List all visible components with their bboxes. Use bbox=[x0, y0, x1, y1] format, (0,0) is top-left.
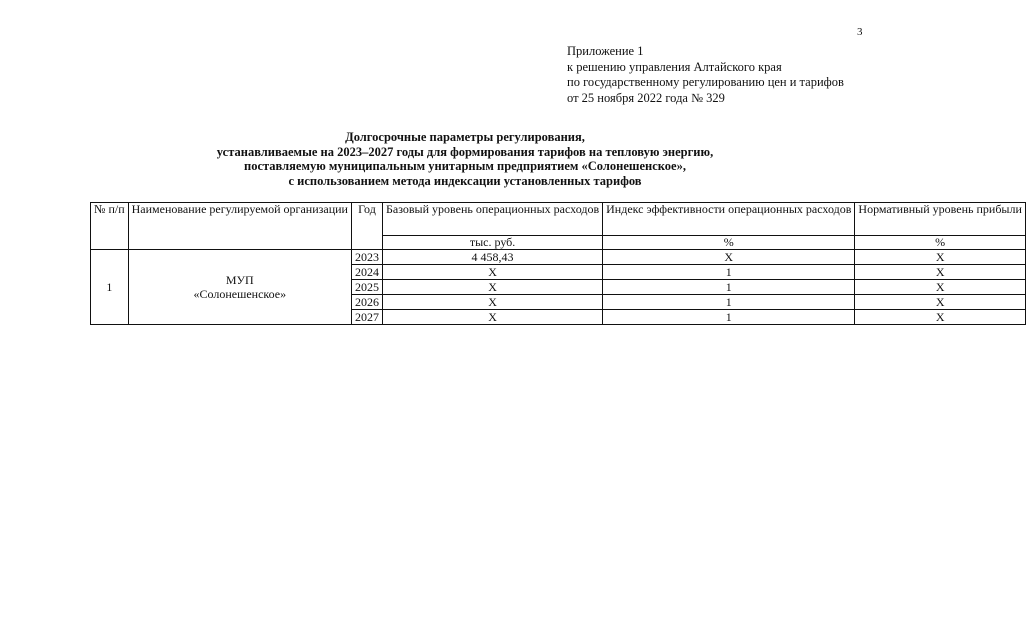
table-row bbox=[91, 250, 1026, 265]
cell-profit: Х bbox=[855, 295, 1026, 310]
cell-base: Х bbox=[382, 295, 602, 310]
page-number: 3 bbox=[857, 26, 863, 38]
cell-index: 1 bbox=[603, 280, 855, 295]
appendix-line: от 25 ноября 2022 года № 329 bbox=[567, 90, 725, 105]
title-line: поставляемую муниципальным унитарным предприятием «Солонешенское», bbox=[244, 159, 686, 173]
cell-year: 2027 bbox=[351, 310, 382, 325]
title-line: с использованием метода индексации установленных тарифов bbox=[288, 173, 642, 188]
unit-index: % bbox=[603, 236, 855, 250]
appendix-line: Приложение 1 bbox=[567, 44, 644, 58]
header-base-costs: Базовый уровень операционных расходов bbox=[382, 203, 602, 236]
cell-profit: Х bbox=[855, 250, 1026, 265]
title-line: устанавливаемые на 2023–2027 годы для формирования тарифов на тепловую энергию, bbox=[216, 144, 714, 159]
org-name-line: МУП bbox=[225, 273, 254, 287]
cell-index: 1 bbox=[603, 310, 855, 325]
cell-index: Х bbox=[603, 250, 855, 265]
cell-base: Х bbox=[382, 280, 602, 295]
title-line: Долгосрочные параметры регулирования, bbox=[345, 130, 585, 144]
org-number: 1 bbox=[91, 250, 129, 325]
cell-profit: Х bbox=[855, 310, 1026, 325]
cell-index: 1 bbox=[603, 295, 855, 310]
cell-base: 4 458,43 bbox=[382, 250, 602, 265]
appendix-block bbox=[567, 44, 844, 106]
header-profit-level: Нормативный уровень прибыли bbox=[855, 203, 1026, 236]
org-name-line: «Солонешенское» bbox=[193, 287, 287, 301]
cell-year: 2025 bbox=[351, 280, 382, 295]
parameters-table bbox=[90, 202, 1026, 325]
header-year: Год bbox=[351, 203, 382, 250]
header-no: № п/п bbox=[91, 203, 129, 250]
cell-year: 2024 bbox=[351, 265, 382, 280]
document-title bbox=[170, 130, 760, 188]
cell-year: 2026 bbox=[351, 295, 382, 310]
table-header-row bbox=[91, 203, 1026, 236]
header-organization: Наименование регулируемой организации bbox=[128, 203, 351, 250]
cell-profit: Х bbox=[855, 280, 1026, 295]
org-name bbox=[128, 250, 351, 325]
cell-year: 2023 bbox=[351, 250, 382, 265]
appendix-line: по государственному регулированию цен и тарифов bbox=[567, 75, 844, 89]
cell-base: Х bbox=[382, 310, 602, 325]
cell-index: 1 bbox=[603, 265, 855, 280]
unit-profit: % bbox=[855, 236, 1026, 250]
appendix-line: к решению управления Алтайского края bbox=[567, 59, 782, 74]
unit-base: тыс. руб. bbox=[382, 236, 602, 250]
header-efficiency-index: Индекс эффективности операционных расходов bbox=[603, 203, 855, 236]
cell-base: Х bbox=[382, 265, 602, 280]
cell-profit: Х bbox=[855, 265, 1026, 280]
